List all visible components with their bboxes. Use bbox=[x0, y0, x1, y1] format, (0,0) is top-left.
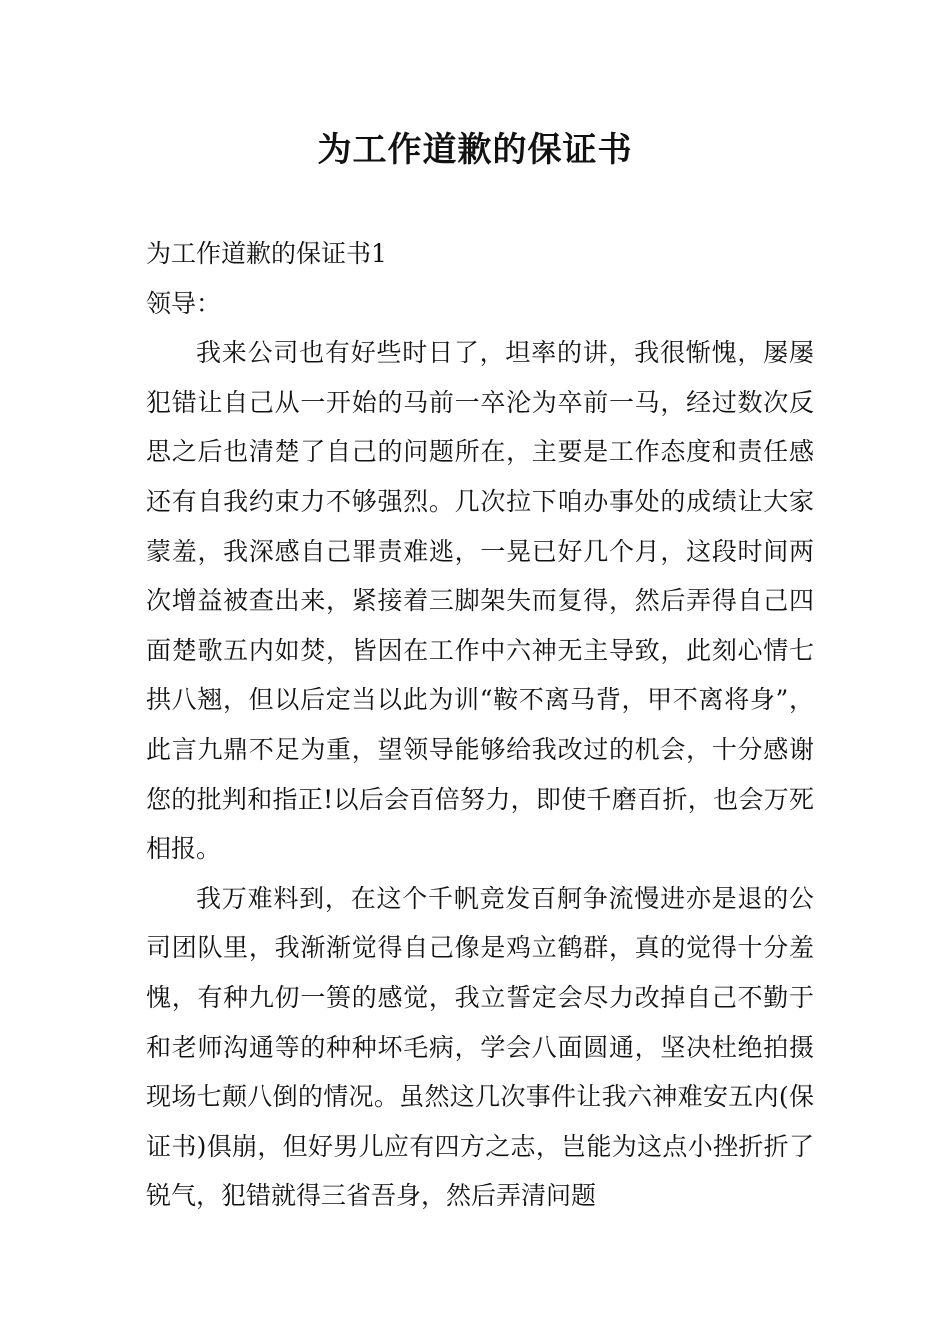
document-subtitle: 为工作道歉的保证书1 bbox=[146, 239, 387, 268]
paragraph-2: 我万难料到，在这个千帆竞发百舸争流慢进亦是退的公司团队里，我渐渐觉得自己像是鸡立鹤群，真的觉得十分羞愧，有种九仞一篑的感觉，我立誓定会尽力改掉自己不勤于和老师沟通等的种种坏毛病，学会八面圆通，坚决杜绝拍摄现场七颠八倒的情况。虽然这几次事件让我六神难安五内(保证书)俱崩，但好男儿应有四方之志，岂能为这点小挫折折了锐气，犯错就得三省吾身，然后弄清问题 bbox=[146, 883, 814, 1211]
paragraph-1: 我来公司也有好些时日了，坦率的讲，我很惭愧，屡屡犯错让自己从一开始的马前一卒沦为卒前一马，经过数次反思之后也清楚了自己的问题所在，主要是工作态度和责任感还有自我约束力不够强烈。几次拉下咱办事处的成绩让大家蒙羞，我深感自己罪责难逃，一晃已好几个月，这段时间两次增益被查出来，紧接着三脚架失而复得，然后弄得自己四面楚歌五内如焚，皆因在工作中六神无主导致，此刻心情七拱八翘，但以后定当以此为训“鞍不离马背，甲不离将身”，此言九鼎不足为重，望领导能够给我改过的机会，十分感谢您的批判和指正!以后会百倍努力，即使千磨百折，也会万死相报。 bbox=[146, 338, 814, 864]
document-body bbox=[146, 229, 814, 1221]
salutation: 领导： bbox=[146, 288, 222, 318]
document-title: 为工作道歉的保证书 bbox=[317, 130, 633, 170]
